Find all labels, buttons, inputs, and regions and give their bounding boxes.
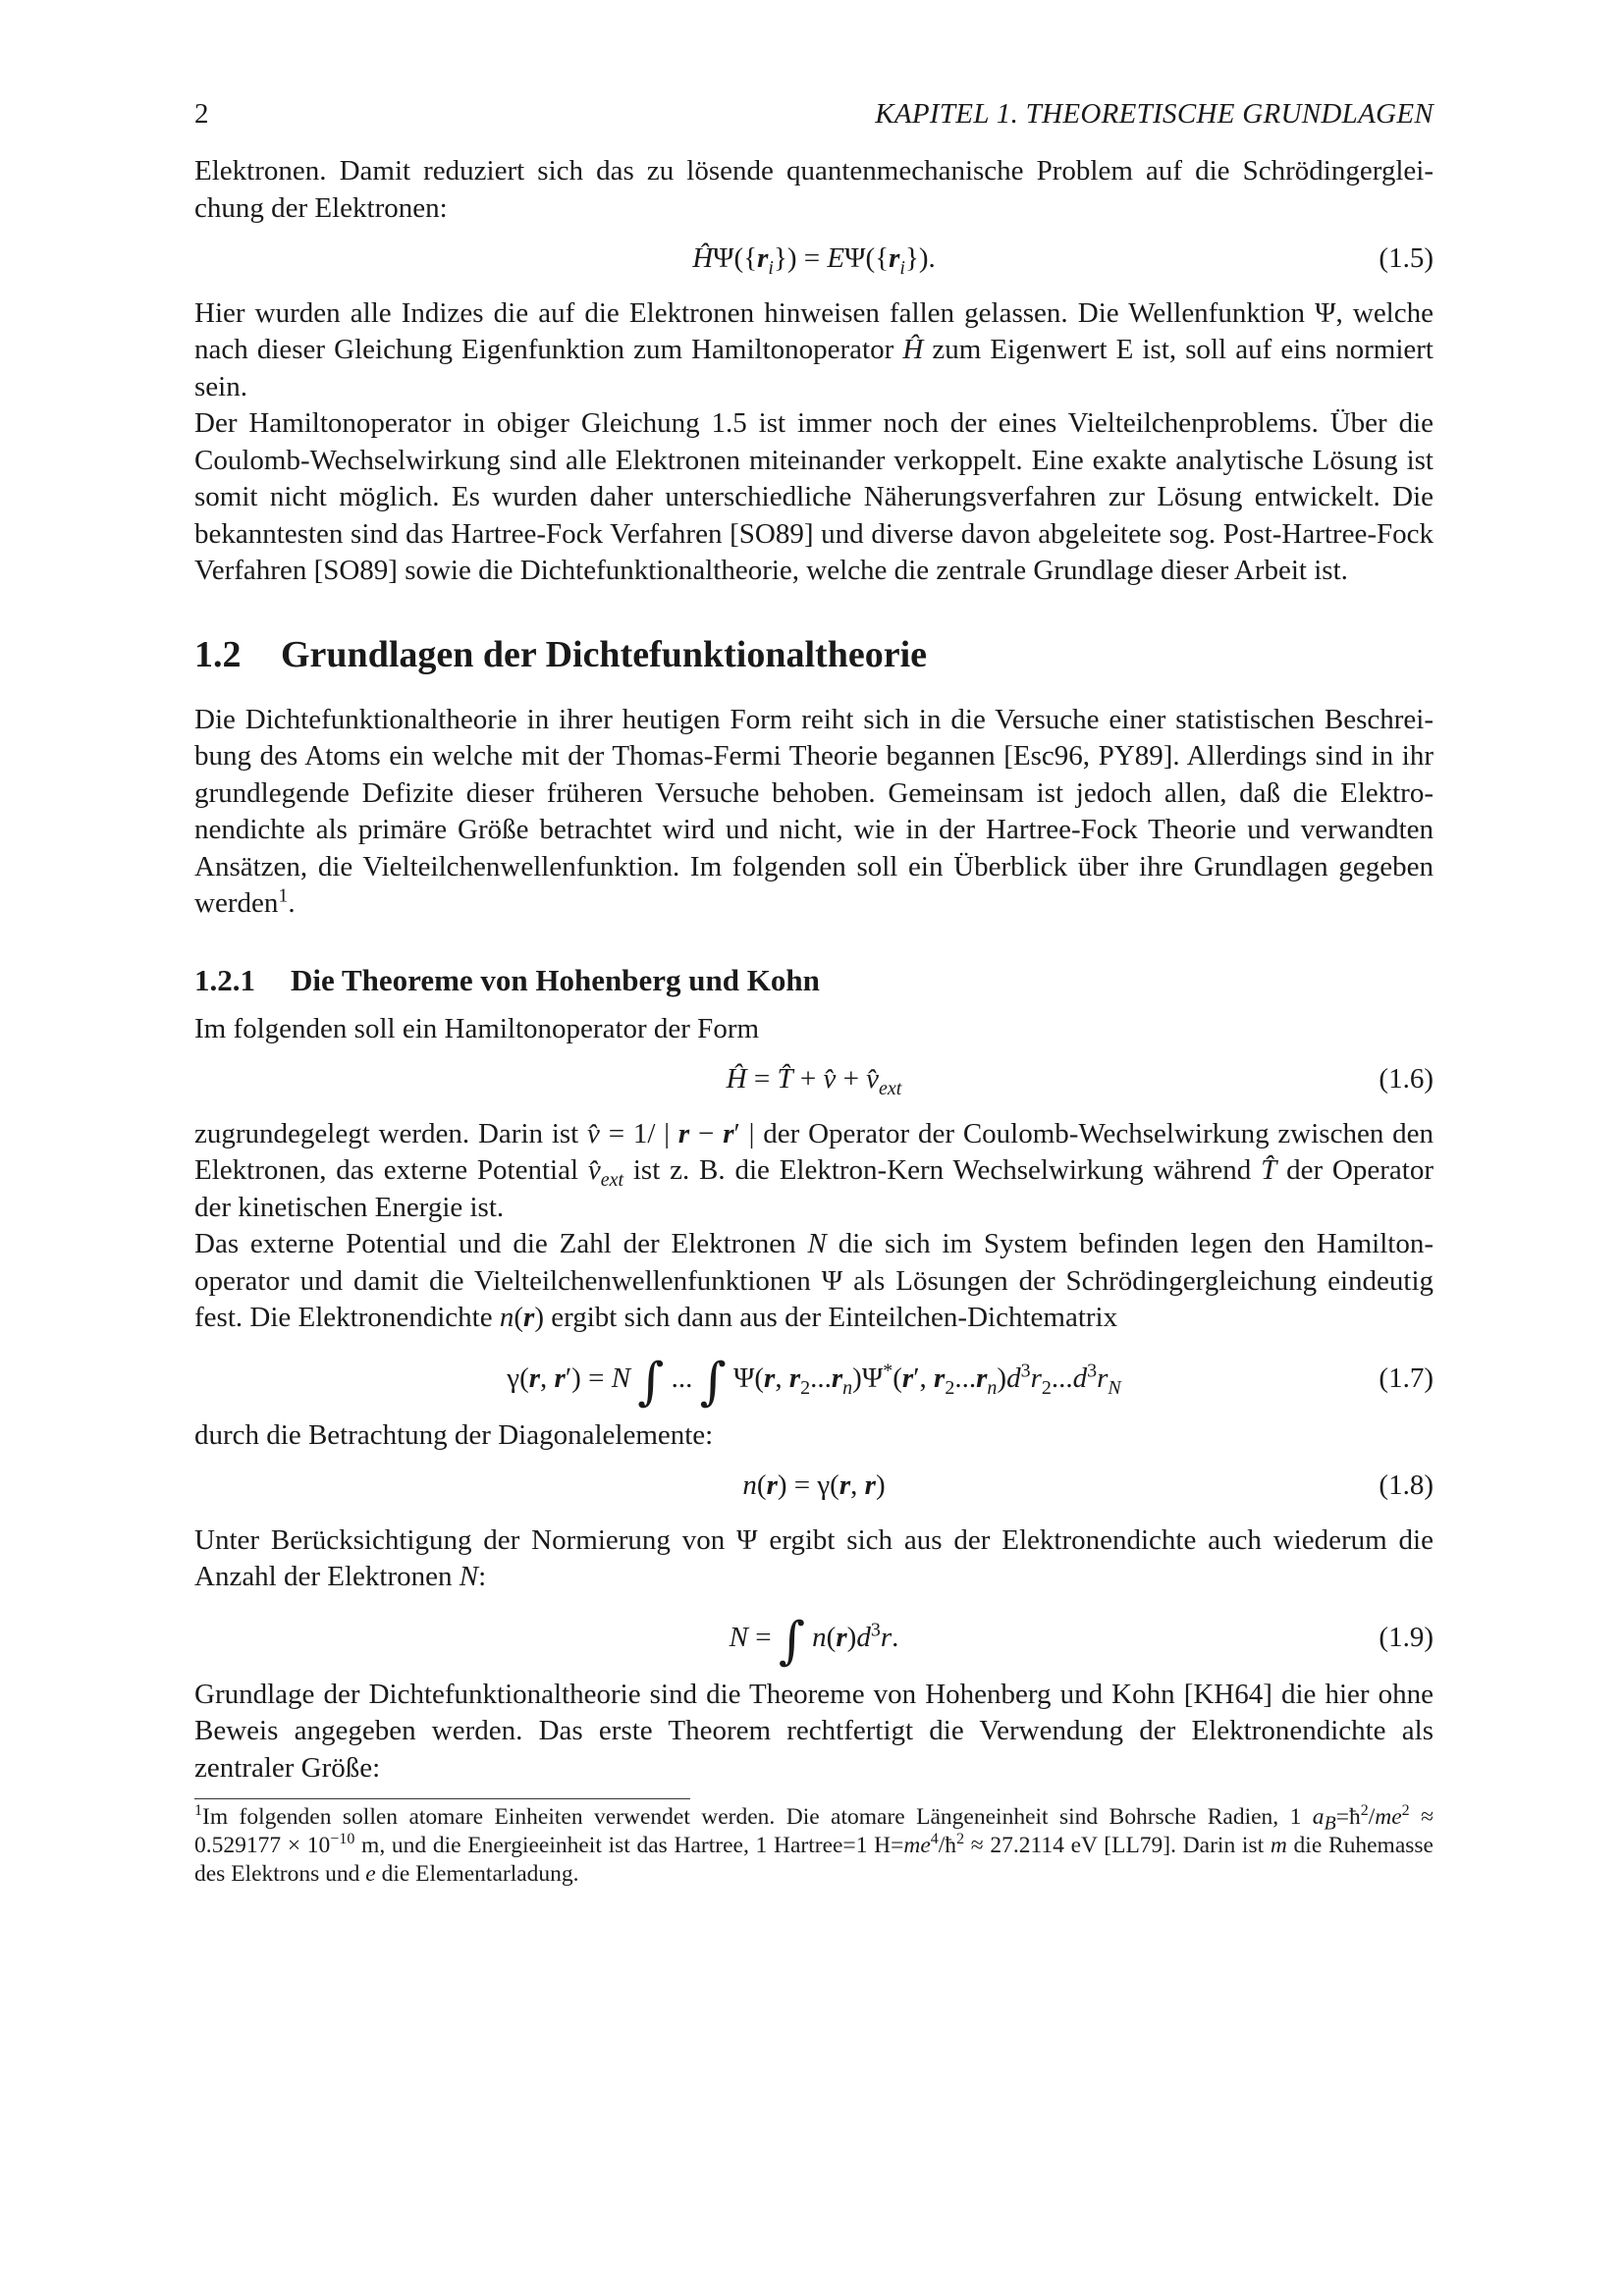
- paragraph-normalization: Unter Berücksichtigung der Normierung von Ψ ergibt sich aus der Elektronendichte auch wiederum die Anzahl der Elektronen N:: [194, 1523, 1434, 1592]
- page-number: 2: [194, 98, 209, 130]
- equation-1-6: [194, 1061, 1434, 1098]
- paragraph-hamiltonian-form: Im folgenden soll ein Hamiltonoperator der Form: [194, 1012, 760, 1044]
- equation-1-8-math: n(r) = γ(r, r): [742, 1469, 886, 1501]
- paragraph-many-body: Der Hamiltonoperator in obiger Gleichung 1.5 ist immer noch der eines Vielteilchenproblems. Über die Coulomb-Wechselwirkung sind alle Elektronen miteinander verkoppelt. Eine exakte analytische Lösung ist somit nicht möglich. Es wurden daher unterschiedliche Näherungsverfahren zur Lösung entwickelt. Die bekanntesten sind das Hartree-Fock Verfahren [SO89] und diverse davon abgeleitete sog. Post-Hartree-Fock Verfahren [SO89] sowie die Dichtefunktionaltheorie, welche die zentrale Grundlage dieser Arbeit ist.: [194, 407, 1434, 586]
- paragraph-intro: Elektronen. Damit reduziert sich das zu lösende quantenmechanische Problem auf die Schrödingerglei-chung der Elektronen:: [194, 155, 1434, 224]
- paragraph-operators: zugrundegelegt werden. Darin ist v̂ = 1/ | r − r′ | der Operator der Coulomb-Wechselwirkung zwischen den Elektronen, das externe Potential $v̂_{ext}$ ist z. B. die Elektron-Kern Wechselwirkung während T̂ der Operator der kinetischen Energie ist.: [194, 1117, 1434, 1223]
- footnote-mark: 1: [278, 884, 289, 907]
- equation-1-7-math: γ(r, r′) = N ∫ ... ∫ Ψ(r, $r_2...r_n)\Psi^*(r'$, $r_2...r_n)d^3r_2...d^3r_N$: [507, 1352, 1121, 1412]
- equation-1-6-math: Ĥ = T̂ + v̂ + $v̂_{ext}$: [726, 1063, 902, 1099]
- document-page: [194, 98, 1434, 1889]
- equation-1-8-number: (1.8): [1379, 1469, 1434, 1501]
- equation-1-9: [194, 1606, 1434, 1669]
- footnote-divider: [194, 1798, 690, 1799]
- equation-1-7: [194, 1347, 1434, 1410]
- equation-1-9-math: N = ∫ $n(r)d^3r$.: [729, 1611, 899, 1671]
- chapter-title: KAPITEL 1. THEORETISCHE GRUNDLAGEN: [875, 98, 1434, 130]
- equation-1-7-number: (1.7): [1379, 1362, 1434, 1394]
- paragraph-hohenberg-kohn: Grundlage der Dichtefunktionaltheorie sind die Theoreme von Hohenberg und Kohn [KH64] die hier ohne Beweis angegeben werden. Das erste Theorem rechtfertigt die Verwendung der Elektronendichte als zentraler Größe:: [194, 1678, 1434, 1784]
- footnote-1: $^1$Im folgenden sollen atomare Einheiten verwendet werden. Die atomare Längeneinheit sind Bohrsche Radien, 1 $a_B=ħ^2/me^2 \approx 0.529177 \times 10^{-10}$ m, und die Energieeinheit ist das Hartree, 1 Hartree=1 $H=me^4/ħ^2 \approx 27.2114$ eV [LL79]. Darin ist m die Ruhemasse des Elektrons und e die Elementarladung.: [194, 1802, 1434, 1887]
- footnote-1-mark: 1: [194, 1802, 202, 1820]
- section-heading-1-2: 1.2 Grundlagen der Dichtefunktionaltheorie: [194, 633, 927, 675]
- section-heading-1-2-1: 1.2.1 Die Theoreme von Hohenberg und Kohn: [194, 962, 820, 997]
- paragraph-diagonal: durch die Betrachtung der Diagonalelemente:: [194, 1418, 714, 1451]
- equation-1-8: [194, 1468, 1434, 1505]
- equation-1-5: [194, 240, 1434, 278]
- equation-1-6-number: (1.6): [1379, 1063, 1434, 1095]
- equation-1-5-math: $Ĥ\Psi(\{r_i\}) = E\Psi(\{r_i\})$.: [692, 242, 936, 279]
- paragraph-external-potential: Das externe Potential und die Zahl der Elektronen N die sich im System befinden legen den Hamilton-operator und damit die Vielteilchenwellenfunktionen Ψ als Lösungen der Schrödingergleichung eindeutig fest. Die Elektronendichte n(r) ergibt sich dann aus der Einteilchen-Dichtematrix: [194, 1228, 1434, 1333]
- running-header: [194, 98, 1434, 153]
- paragraph-wavefunction: Hier wurden alle Indizes die auf die Elektronen hinweisen fallen gelassen. Die Wellenfunktion Ψ, welche nach dieser Gleichung Eigenfunktion zum Hamiltonoperator Ĥ zum Eigenwert E ist, soll auf eins normiert sein.: [194, 296, 1434, 402]
- equation-1-5-number: (1.5): [1379, 242, 1434, 274]
- paragraph-dft-intro: Die Dichtefunktionaltheorie in ihrer heutigen Form reiht sich in die Versuche einer statistischen Beschrei-bung des Atoms ein welche mit der Thomas-Fermi Theorie begannen [Esc96, PY89]. Allerdings sind in ihr grundlegende Defizite dieser früheren Versuche behoben. Gemeinsam ist jedoch allen, daß die Elektro-nendichte als primäre Größe betrachtet wird und nicht, wie in der Hartree-Fock Theorie und verwandten Ansätzen, die Vielteilchenwellenfunktion. Im folgenden soll ein Überblick über ihre Grundlagen gegeben werden$^1$.: [194, 703, 1434, 919]
- equation-1-9-number: (1.9): [1379, 1621, 1434, 1653]
